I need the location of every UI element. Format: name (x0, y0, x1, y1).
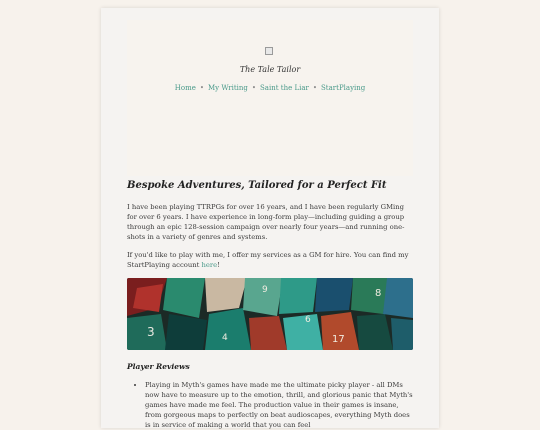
svg-text:4: 4 (222, 333, 228, 343)
site-title: The Tale Tailor (239, 65, 301, 74)
main-nav (127, 84, 413, 92)
nav-startplaying[interactable]: StartPlaying (321, 84, 366, 92)
nav-home[interactable]: Home (174, 84, 196, 92)
svg-text:6: 6 (305, 315, 311, 325)
nav-separator: • (199, 84, 204, 92)
nav-saint-the-liar[interactable]: Saint the Liar (260, 84, 309, 92)
reviews-heading: Player Reviews (127, 362, 190, 371)
gm-paragraph-end: ! (217, 261, 220, 269)
dice-banner-image (127, 278, 413, 350)
nav-separator: • (312, 84, 317, 92)
svg-text:17: 17 (332, 334, 345, 345)
page-card (101, 8, 439, 428)
svg-text:9: 9 (262, 285, 268, 295)
nav-my-writing[interactable]: My Writing (208, 84, 248, 92)
main-content (127, 180, 415, 430)
intro-paragraph: I have been playing TTRPGs for over 16 years, and I have been regularly GMing for over 6 years. I have experience in long-form play—including guiding a group through an epic 128-session campaign over nearly four years—and running one-shots in a variety of genres and systems. (127, 203, 405, 241)
broken-image-icon (265, 47, 273, 55)
reviews-list (127, 380, 415, 430)
svg-text:8: 8 (375, 288, 382, 299)
nav-separator: • (251, 84, 256, 92)
site-header (127, 20, 413, 176)
page-heading: Bespoke Adventures, Tailored for a Perfect Fit (127, 180, 387, 191)
gm-paragraph-text: If you'd like to play with me, I offer my services as a GM for hire. You can find my StartPlaying account (127, 251, 409, 269)
startplaying-link[interactable]: here (201, 261, 218, 269)
svg-text:3: 3 (147, 325, 155, 339)
review-item: • Playing in Myth's games have made me the ultimate picky player - all DMs now have to measure up to the emotion, thrill, and glorious panic that Myth's games have made me feel. The production value in their games is insane, from gorgeous maps to perfectly on beat audioscapes, everything Myth does is in service of making a world that you can feel (145, 380, 415, 430)
gm-paragraph (127, 250, 415, 270)
